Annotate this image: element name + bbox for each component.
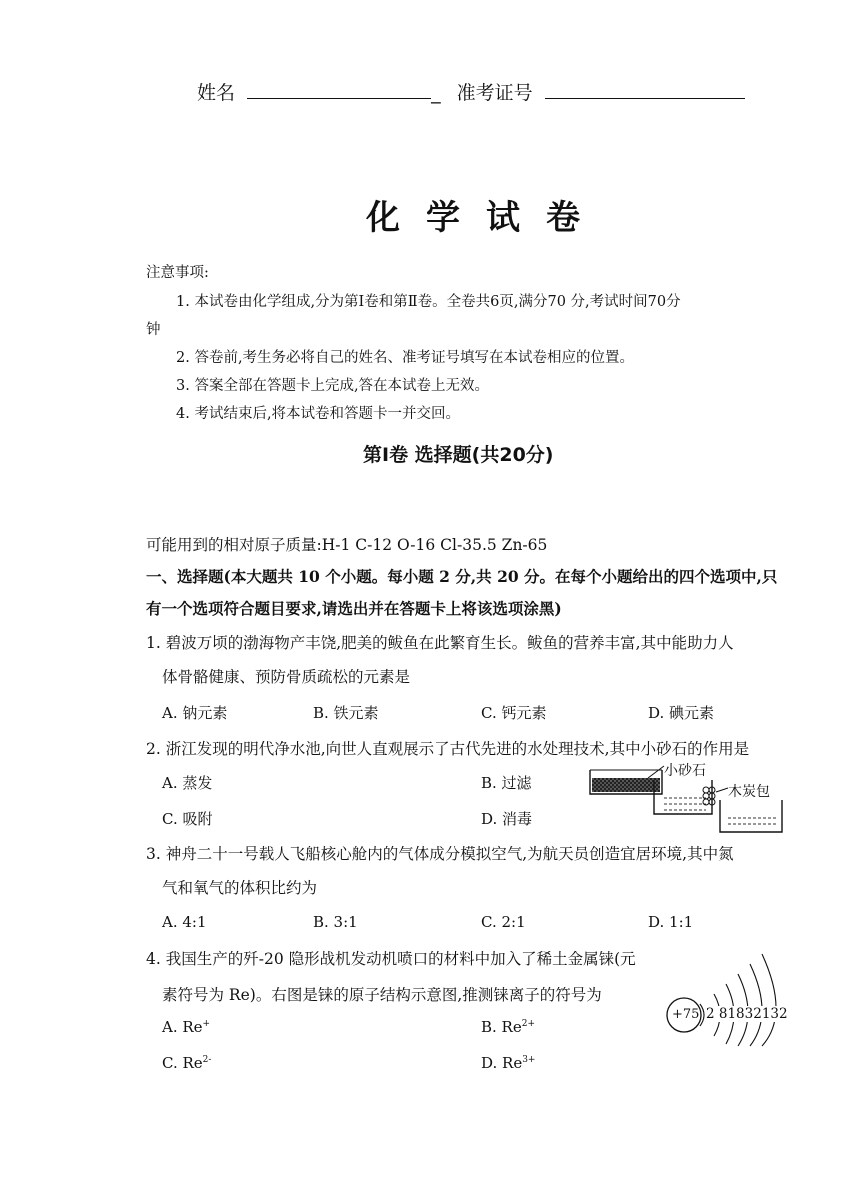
question-4-line: 素符号为 Re)。右图是铼的原子结构示意图,推测铼离子的符号为 bbox=[162, 986, 602, 1004]
q4-option-d[interactable]: D. $Re^{3+}$ bbox=[481, 1054, 536, 1072]
shell-arc bbox=[762, 954, 776, 1046]
atomic-masses: 可能用到的相对原子质量:H-1 C-12 O-16 Cl-35.5 Zn-65 bbox=[146, 536, 548, 554]
q3-option-d[interactable]: D. 1:1 bbox=[648, 913, 694, 931]
name-field-tail: _ bbox=[431, 82, 441, 104]
exam-id-field[interactable] bbox=[545, 98, 745, 99]
part-intro-line: 有一个选项符合题目要求,请选出并在答题卡上将该选项涂黑) bbox=[146, 599, 562, 618]
notice-item: 4. 考试结束后,将本试卷和答题卡一并交回。 bbox=[176, 406, 461, 422]
q3-option-a[interactable]: A. 4:1 bbox=[162, 913, 207, 931]
q4-option-b[interactable]: B. $Re^{2+}$ bbox=[481, 1018, 536, 1036]
notice-item: 3. 答案全部在答题卡上完成,答在本试卷上无效。 bbox=[176, 378, 490, 394]
header-fields bbox=[197, 78, 745, 105]
question-1-line: 体骨骼健康、预防骨质疏松的元素是 bbox=[162, 668, 411, 686]
q1-option-c[interactable]: C. 钙元素 bbox=[481, 704, 547, 722]
gravel-label: 小砂石 bbox=[664, 763, 706, 779]
q1-option-d[interactable]: D. 碘元素 bbox=[648, 704, 715, 722]
q2-option-c[interactable]: C. 吸附 bbox=[162, 810, 213, 828]
shell-arc bbox=[750, 964, 762, 1046]
q2-option-a[interactable]: A. 蒸发 bbox=[162, 774, 213, 792]
q1-option-a[interactable]: A. 钠元素 bbox=[162, 704, 228, 722]
q3-option-b[interactable]: B. 3:1 bbox=[313, 913, 358, 931]
q3-option-c[interactable]: C. 2:1 bbox=[481, 913, 526, 931]
notice-item: 钟 bbox=[146, 322, 161, 338]
charcoal-pack bbox=[703, 787, 715, 805]
tank-3 bbox=[720, 800, 782, 832]
notice-item: 2. 答卷前,考生务必将自己的姓名、准考证号填写在本试卷相应的位置。 bbox=[176, 350, 635, 366]
q2-option-d[interactable]: D. 消毒 bbox=[481, 810, 533, 828]
electron-counts: 2 81832132 bbox=[706, 1006, 788, 1022]
nucleus-charge: +75 bbox=[672, 1007, 700, 1022]
q1-option-b[interactable]: B. 铁元素 bbox=[313, 704, 379, 722]
charcoal-label: 木炭包 bbox=[728, 784, 770, 800]
q4-option-c[interactable]: C. $Re^{2-}$ bbox=[162, 1054, 212, 1072]
page-title: 化学试卷 bbox=[366, 198, 606, 238]
q4-option-a[interactable]: A. Re+ bbox=[162, 1018, 211, 1036]
question-3-line: 气和氧气的体积比约为 bbox=[162, 879, 318, 897]
q2-option-b[interactable]: B. 过滤 bbox=[481, 774, 532, 792]
section-title: 第Ⅰ卷 选择题(共20分) bbox=[363, 444, 554, 466]
part-intro-line: 一、选择题(本大题共 10 个小题。每小题 2 分,共 20 分。在每个小题给出的四个选项中,只 bbox=[146, 567, 778, 586]
exam-id-label: 准考证号 bbox=[456, 82, 533, 104]
notice-heading: 注意事项: bbox=[146, 265, 209, 281]
name-label: 姓名 bbox=[197, 82, 236, 104]
question-4-line: 4. 我国生产的歼-20 隐形战机发动机喷口的材料中加入了稀土金属铼(元 bbox=[146, 950, 636, 968]
question-1-line: 1. 碧波万顷的渤海物产丰饶,肥美的鲅鱼在此繁育生长。鲅鱼的营养丰富,其中能助力人 bbox=[146, 634, 734, 652]
notice-item: 1. 本试卷由化学组成,分为第Ⅰ卷和第Ⅱ卷。全卷共6页,满分70 分,考试时间70分 bbox=[176, 294, 681, 310]
name-field[interactable] bbox=[247, 98, 431, 99]
gravel-layer bbox=[592, 778, 660, 792]
question-3-line: 3. 神舟二十一号载人飞船核心舱内的气体成分模拟空气,为航天员创造宜居环境,其中氮 bbox=[146, 845, 734, 863]
atomic-structure-figure bbox=[660, 948, 790, 1048]
question-2-line: 2. 浙江发现的明代净水池,向世人直观展示了古代先进的水处理技术,其中小砂石的作用是 bbox=[146, 740, 750, 758]
